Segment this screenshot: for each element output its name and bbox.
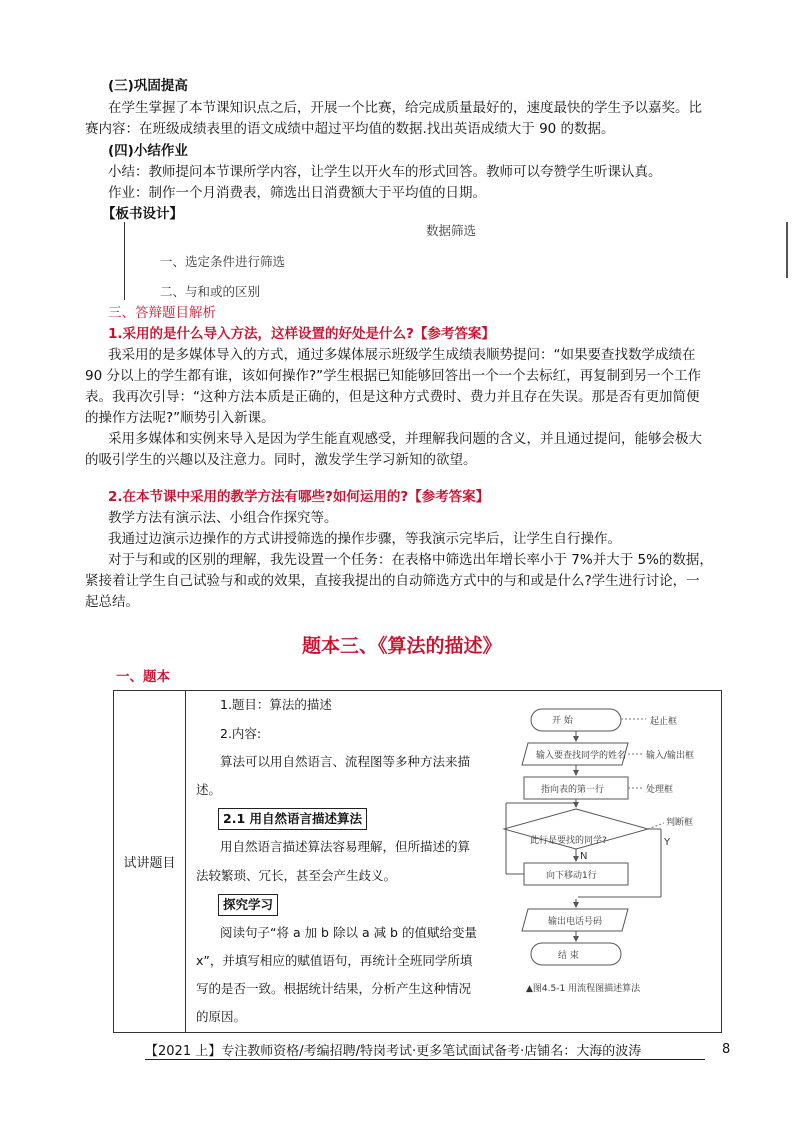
page-number: 8 (722, 1042, 731, 1057)
table-label-cell (114, 691, 186, 1033)
flow-decision-note: 判断框 (666, 818, 694, 828)
board-item: 二、与和或的区别 (160, 284, 261, 299)
content-line: x”，并填写相应的赋值语句，再统计全班同学所填 (196, 953, 473, 968)
content-boxed-heading: 2.1 用自然语言描述算法 (218, 808, 367, 830)
board-bracket (124, 222, 131, 300)
board-heading: 【板书设计】 (102, 206, 183, 222)
heading-summary-homework: (四)小结作业 (108, 143, 188, 159)
flow-output-label: 输出电话号码 (548, 917, 603, 927)
content-line: 写的是否一致。根据统计结果，分析产生这种情况 (196, 981, 472, 996)
flow-decision-label: 此行是要找的同学? (530, 836, 607, 846)
flowchart-diagram (496, 699, 726, 999)
footer-banner (145, 1040, 705, 1060)
question-1: 1.采用的是什么导入方法，这样设置的好处是什么?【参考答案】 (108, 326, 495, 342)
table-label: 试讲题目 (123, 856, 176, 871)
edge-bar (786, 222, 788, 278)
footer-text: 【2021 上】专注教师资格/考编招聘/特岗考试·更多笔试面试备考·店铺名：大海的波涛 (145, 1044, 642, 1059)
board-title: 数据筛选 (426, 223, 477, 238)
topic-subheading: 一、题本 (116, 669, 170, 685)
content-line: 述。 (196, 782, 222, 797)
answers-heading: 三、答辩题目解析 (108, 305, 216, 321)
content-line: 算法可以用自然语言、流程图等多种方法来描 (220, 754, 471, 769)
flow-process-note: 处理框 (646, 785, 674, 795)
flow-input-note: 输入/输出框 (646, 751, 695, 761)
content-boxed-heading: 探究学习 (218, 894, 278, 916)
flow-start-note: 起止框 (650, 717, 678, 727)
question-2: 2.在本节课中采用的教学方法有哪些?如何运用的?【参考答案】 (108, 489, 490, 505)
table-content-cell (186, 691, 722, 1033)
content-line: 1.题目：算法的描述 (220, 697, 332, 712)
answer-line: 我通过边演示边操作的方式讲授筛选的操作步骤，等我演示完毕后，让学生自行操作。 (108, 531, 621, 547)
heading-consolidate: (三)巩固提高 (108, 78, 188, 94)
answer-line: 我采用的是多媒体导入的方式，通过多媒体展示班级学生成绩表顺势提问：“如果要查找数学成绩在 (108, 347, 696, 363)
answer-line: 表。我再次引导：“这种方法本质是正确的，但是这种方式费时、费力并且存在失误。那是否有更加简便 (85, 389, 700, 405)
flow-no-label: N (580, 851, 588, 862)
answer-line: 的吸引学生的兴趣以及注意力。同时，激发学生学习新知的欲望。 (85, 452, 477, 468)
answer-line: 紧接着让学生自己试验与和或的效果，直接我提出的自动筛选方式中的与和或是什么?学生进行讨论，一 (85, 573, 700, 589)
content-line: 2.内容: (220, 726, 262, 741)
topic-title: 题本三、《算法的描述》 (302, 635, 502, 657)
flow-yes-label: Y (664, 837, 671, 848)
answer-line: 起总结。 (85, 594, 139, 610)
flow-process-label: 指向表的第一行 (541, 785, 605, 795)
content-line: 法较繁琐、冗长，甚至会产生歧义。 (196, 868, 397, 883)
answer-line: 对于与和或的区别的理解，我先设置一个任务：在表格中筛选出年增长率小于 7%并大于 5%的数据， (108, 552, 713, 568)
content-line: 阅读句子“将 a 加 b 除以 a 减 b 的值赋给变量 (220, 925, 477, 940)
paragraph-line: 赛内容：在班级成绩表里的语文成绩中超过平均值的数据.找出英语成绩大于 90 的数据。 (85, 121, 615, 137)
flow-start-label: 开 始 (552, 716, 573, 726)
answer-line: 教学方法有演示法、小组合作探究等。 (108, 510, 338, 526)
answer-line: 的操作方法呢?”顺势引入新课。 (85, 410, 275, 426)
content-line: 用自然语言描述算法容易理解，但所描述的算 (220, 839, 471, 854)
flow-input-label: 输入要查找同学的姓名 (536, 751, 627, 761)
question-table (113, 690, 722, 1033)
content-line: 的原因。 (196, 1009, 247, 1024)
board-item: 一、选定条件进行筛选 (160, 254, 286, 269)
flow-move-label: 向下移动1行 (546, 871, 597, 881)
answer-line: 采用多媒体和实例来导入是因为学生能直观感受，并理解我问题的含义，并且通过提问，能够会极大 (108, 431, 702, 447)
answer-line: 90 分以上的学生都有谁，该如何操作?”学生根据已知能够回答出一个一个去标红，再复制到另一个工作 (85, 368, 702, 384)
homework-text: 作业：制作一个月消费表，筛选出日消费额大于平均值的日期。 (108, 185, 486, 201)
flow-end-label: 结 束 (558, 951, 579, 961)
start-terminal (531, 709, 621, 731)
paragraph-line: 在学生掌握了本节课知识点之后，开展一个比赛，给完成质量最好的，速度最快的学生予以嘉奖。比 (108, 100, 702, 116)
flowchart-caption: ▲图4.5-1 用流程图描述算法 (526, 984, 641, 994)
summary-text: 小结：教师提问本节课所学内容，让学生以开火车的形式回答。教师可以夸赞学生听课认真。 (108, 164, 662, 180)
